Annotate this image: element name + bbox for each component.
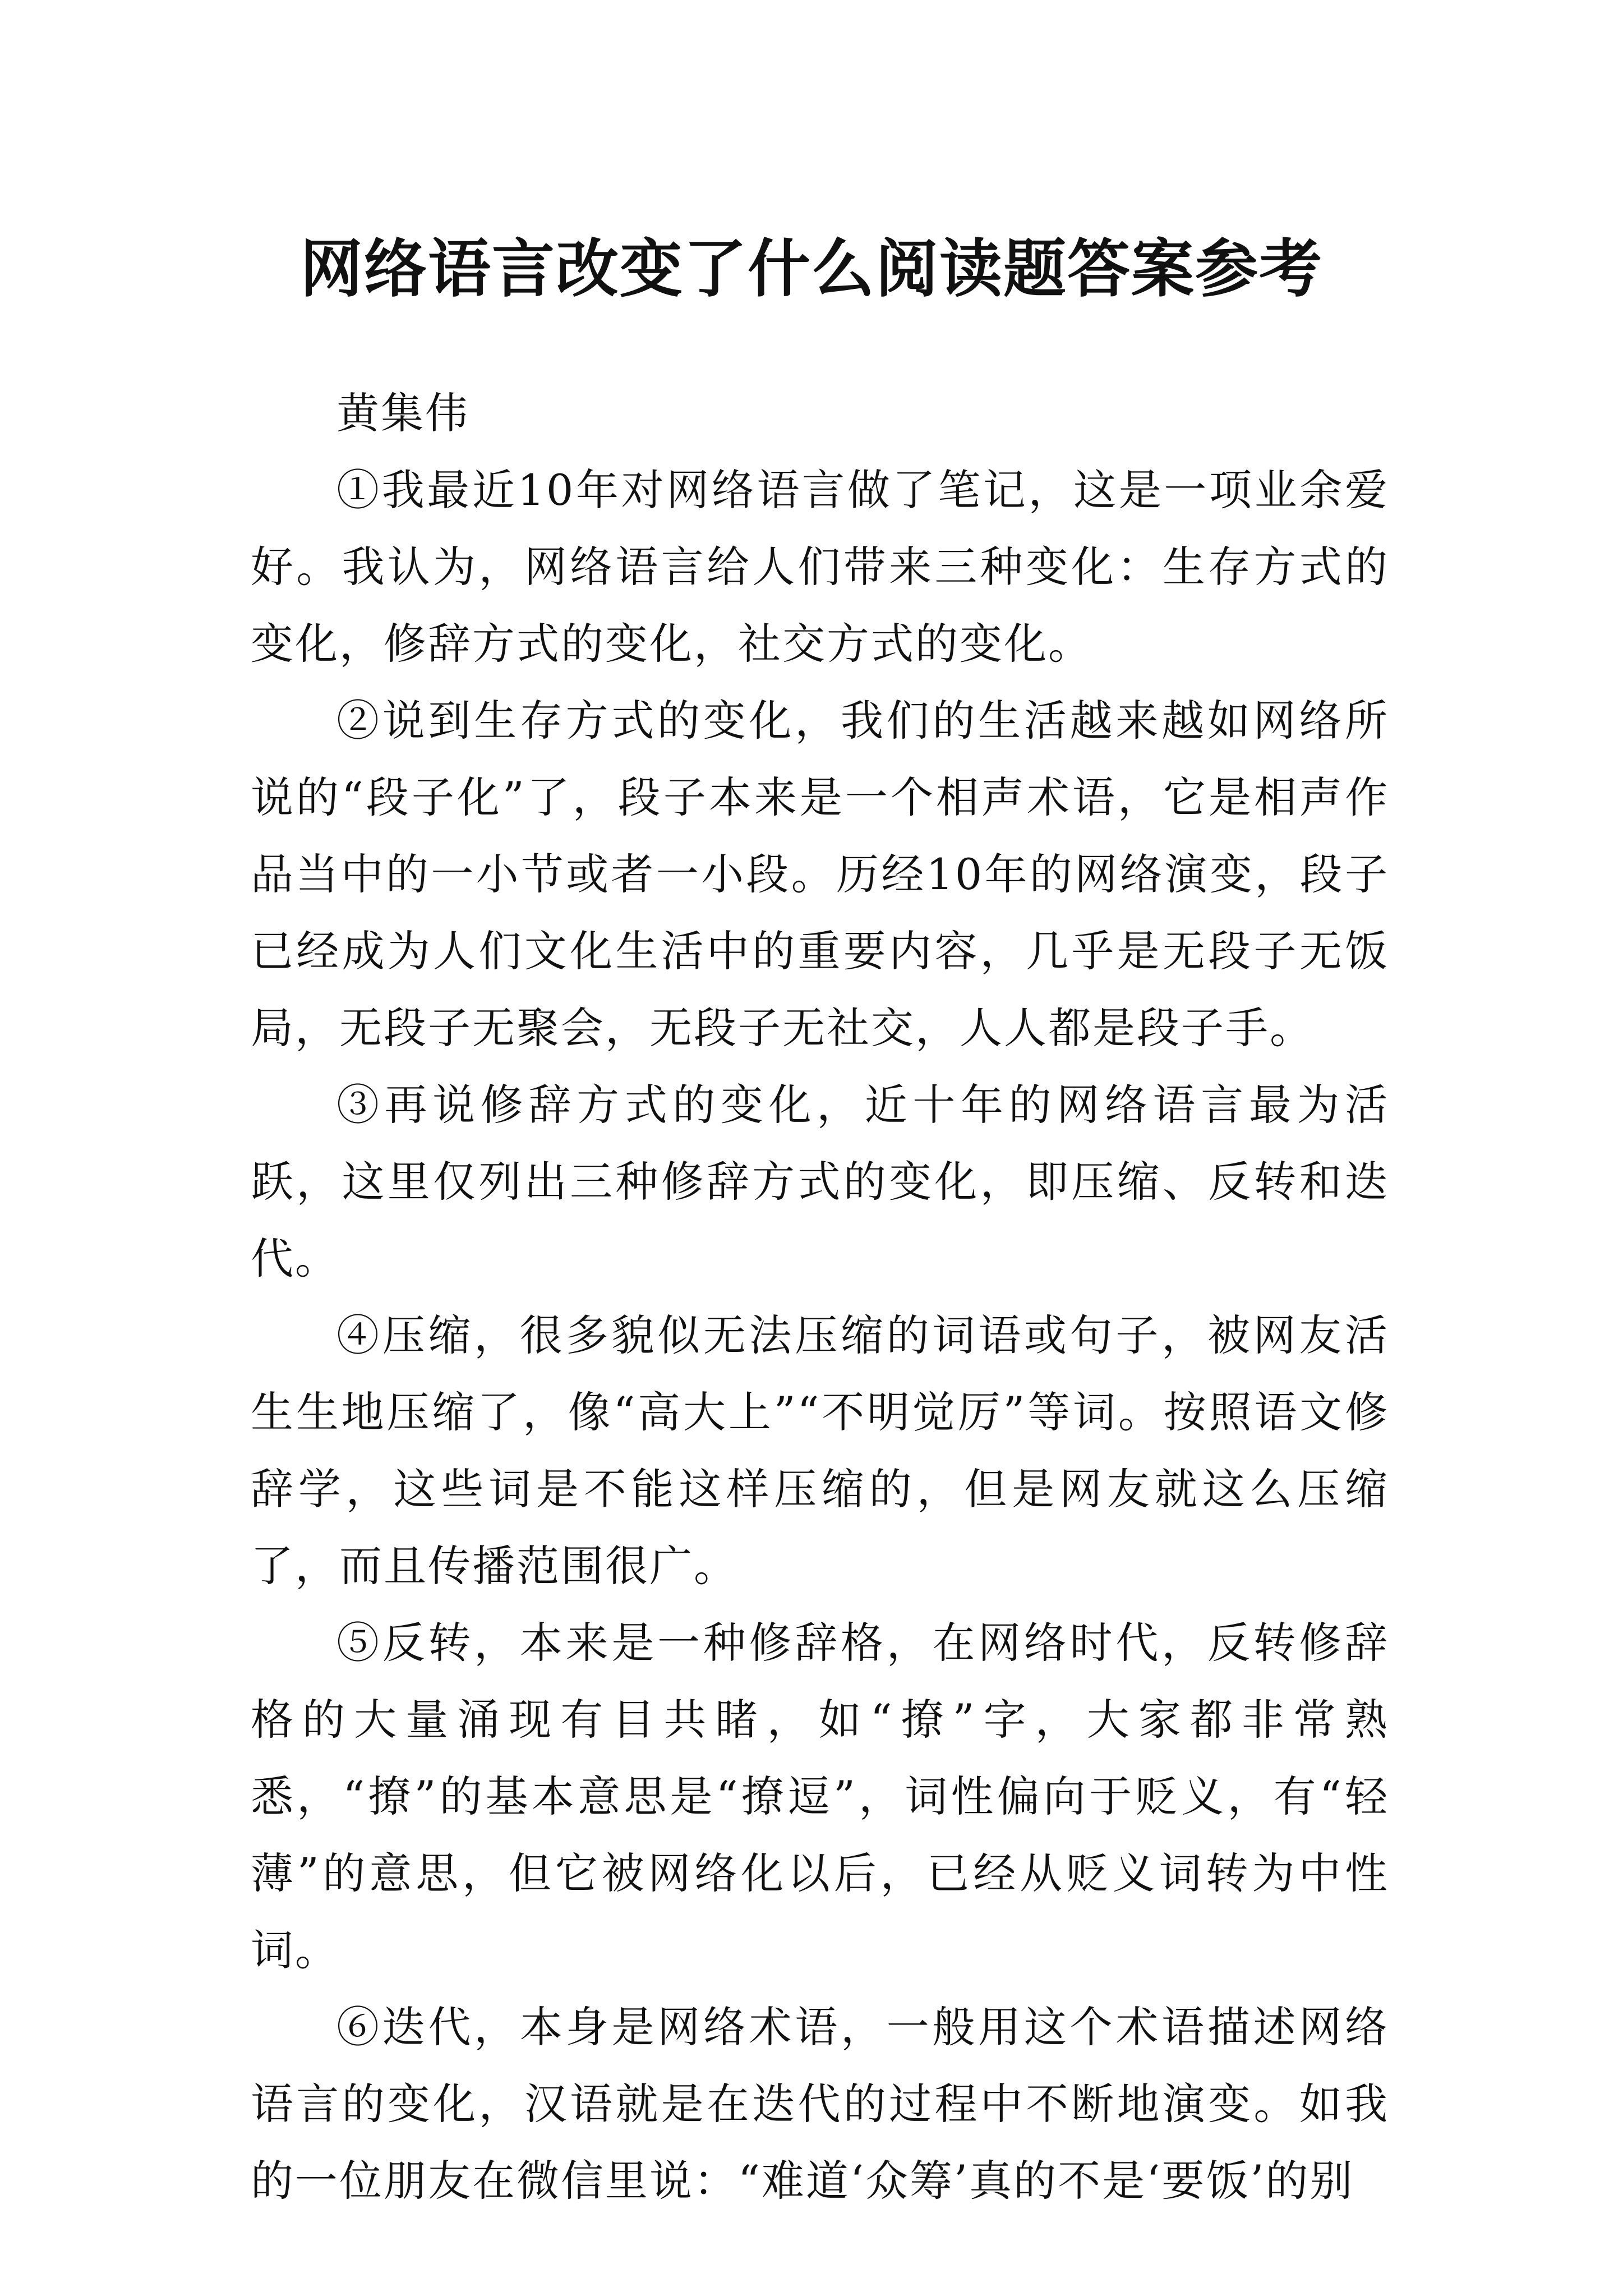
paragraph-3: ③再说修辞方式的变化，近十年的网络语言最为活跃，这里仅列出三种修辞方式的变化，即压缩、反转和迭代。 — [251, 1080, 1389, 1283]
document-body — [251, 375, 1389, 2219]
author-name: 黄集伟 — [336, 388, 469, 438]
paragraph-5: ⑤反转，本来是一种修辞格，在网络时代，反转修辞格的大量涌现有目共睹，如“撩”字，大家都非常熟悉，“撩”的基本意思是“撩逗”，词性偏向于贬义，有“轻薄”的意思，但它被网络化以后，已经从贬义词转为中性词。 — [251, 1618, 1389, 1975]
paragraph-1: ①我最近10年对网络语言做了笔记，这是一项业余爱好。我认为，网络语言给人们带来三种变化：生存方式的变化，修辞方式的变化，社交方式的变化。 — [251, 465, 1389, 669]
paragraph-4: ④压缩，很多貌似无法压缩的词语或句子，被网友活生生地压缩了，像“高大上”“不明觉厉”等词。按照语文修辞学，这些词是不能这样压缩的，但是网友就这么压缩了，而且传播范围很广。 — [251, 1310, 1389, 1591]
paragraph-2: ②说到生存方式的变化，我们的生活越来越如网络所说的“段子化”了，段子本来是一个相声术语，它是相声作品当中的一小节或者一小段。历经10年的网络演变，段子已经成为人们文化生活中的重要内容，几乎是无段子无饭局，无段子无聚会，无段子无社交，人人都是段子手。 — [251, 696, 1389, 1053]
document-title: 网络语言改变了什么阅读题答案参考 — [300, 232, 1323, 306]
paragraph-6: ⑥迭代，本身是网络术语，一般用这个术语描述网络语言的变化，汉语就是在迭代的过程中不断地演变。如我的一位朋友在微信里说：“难道‘众筹’真的不是‘要饭’的别 — [251, 2002, 1389, 2206]
